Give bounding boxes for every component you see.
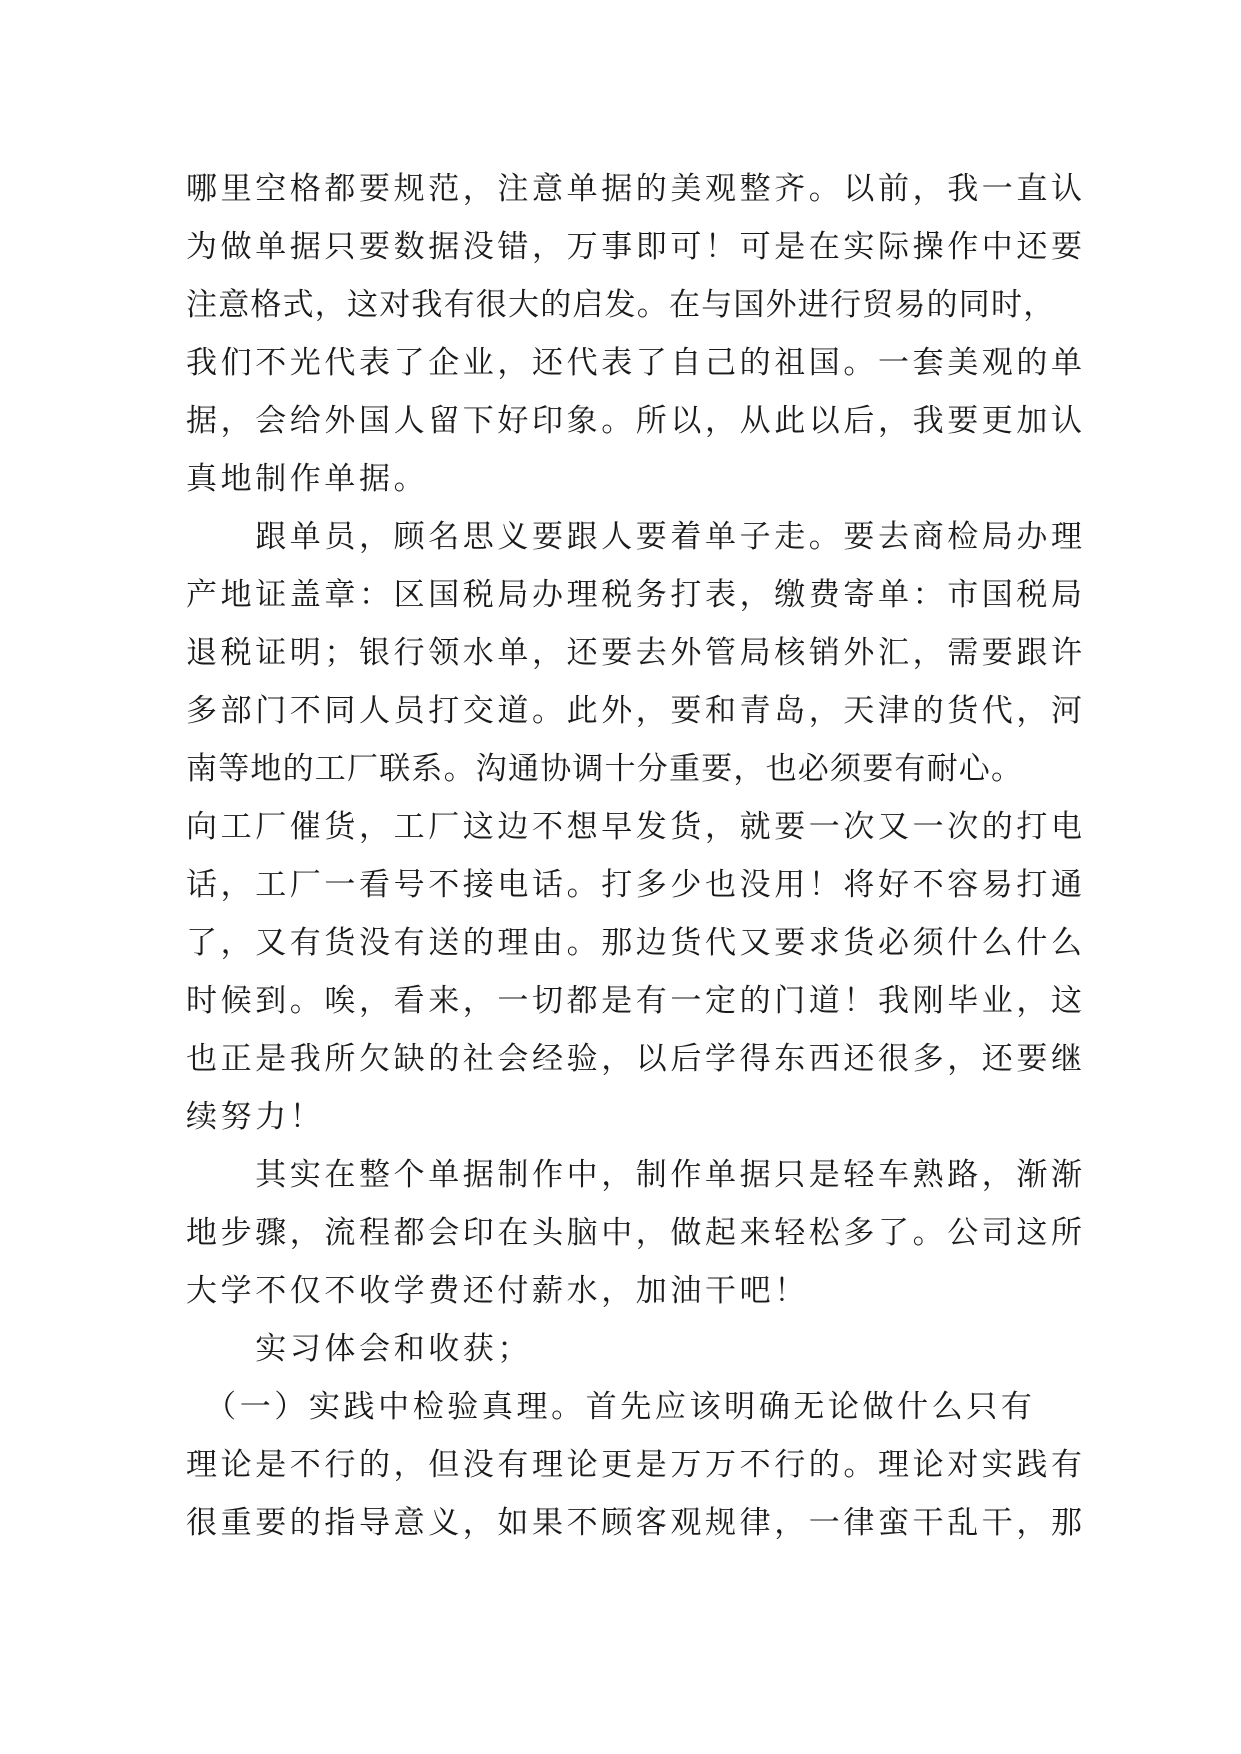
text-line: 据，会给外国人留下好印象。所以，从此以后，我要更加认	[186, 403, 1086, 439]
text-line: 地步骤，流程都会印在头脑中，做起来轻松多了。公司这所	[186, 1215, 1086, 1251]
text-line: 多部门不同人员打交道。此外，要和青岛，天津的货代，河	[186, 693, 1086, 729]
text-line: 理论是不行的，但没有理论更是万万不行的。理论对实践有	[186, 1447, 1086, 1483]
text-line: 南等地的工厂联系。沟通协调十分重要，也必须要有耐心。	[186, 751, 1024, 787]
text-line: 向工厂催货，工厂这边不想早发货，就要一次又一次的打电	[186, 809, 1086, 845]
text-line: 其实在整个单据制作中，制作单据只是轻车熟路，渐渐	[186, 1157, 1086, 1193]
text-line: 大学不仅不收学费还付薪水，加油干吧！	[186, 1273, 809, 1309]
section-heading: 实习体会和收获；	[186, 1331, 532, 1367]
text-line: 续努力！	[186, 1099, 325, 1135]
text-line: 真地制作单据。	[186, 461, 429, 497]
text-line: 跟单员，顾名思义要跟人要着单子走。要去商检局办理	[186, 519, 1086, 555]
text-line: 我们不光代表了企业，还代表了自己的祖国。一套美观的单	[186, 345, 1086, 381]
text-line: 话，工厂一看号不接电话。打多少也没用！将好不容易打通	[186, 867, 1086, 903]
text-line: 为做单据只要数据没错，万事即可！可是在实际操作中还要	[186, 229, 1086, 265]
text-line: 退税证明；银行领水单，还要去外管局核销外汇，需要跟许	[186, 635, 1086, 671]
text-line: 了，又有货没有送的理由。那边货代又要求货必须什么什么	[186, 925, 1086, 961]
body-text	[186, 160, 1086, 1552]
text-line: （一）实践中检验真理。首先应该明确无论做什么只有	[186, 1389, 1036, 1425]
text-line: 注意格式，这对我有很大的启发。在与国外进行贸易的同时，	[186, 287, 1056, 323]
text-line: 时候到。唉，看来，一切都是有一定的门道！我刚毕业，这	[186, 983, 1086, 1019]
text-line: 产地证盖章：区国税局办理税务打表，缴费寄单：市国税局	[186, 577, 1086, 613]
text-line: 哪里空格都要规范，注意单据的美观整齐。以前，我一直认	[186, 171, 1086, 207]
text-line: 很重要的指导意义，如果不顾客观规律，一律蛮干乱干，那	[186, 1505, 1086, 1541]
text-line: 也正是我所欠缺的社会经验，以后学得东西还很多，还要继	[186, 1041, 1086, 1077]
